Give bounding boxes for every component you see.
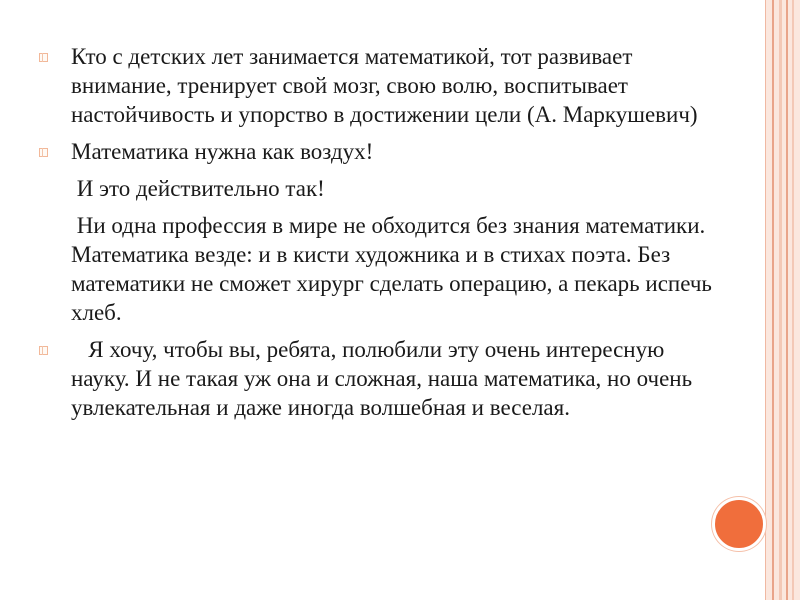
decorative-stripe xyxy=(779,0,782,600)
paragraph-text: Ни одна профессия в мире не обходится без знания математики. Математика везде: и в кисти художника и в стихах поэта. Без математики не сможет хирург сделать операцию, а пекарь испечь хлеб. xyxy=(71,213,718,325)
indent-paragraph-true xyxy=(38,174,718,203)
decorative-stripe xyxy=(792,0,794,600)
square-bullet-icon xyxy=(39,346,48,355)
indent-paragraph-profession xyxy=(38,211,718,327)
bullet-paragraph-air xyxy=(38,137,718,166)
square-bullet-icon xyxy=(39,148,48,157)
bullet-paragraph-wish xyxy=(38,335,718,422)
decorative-band-edge xyxy=(765,0,766,600)
paragraph-text: И это действительно так! xyxy=(71,176,325,201)
paragraph-text: Математика нужна как воздух! xyxy=(71,139,374,164)
paragraph-text: Кто с детских лет занимается математикой, тот развивает внимание, тренирует свой мозг, свою волю, воспитывает настойчивость и упорство в достижении цели (А. Маркушевич) xyxy=(71,44,698,127)
decorative-stripe xyxy=(786,0,788,600)
decorative-stripe xyxy=(772,0,774,600)
decorative-stripe-band xyxy=(765,0,800,600)
square-bullet-icon xyxy=(39,53,48,62)
paragraph-text: Я хочу, чтобы вы, ребята, полюбили эту очень интересную науку. И не такая уж она и сложная, наша математика, но очень увлекательная и даже иногда волшебная и веселая. xyxy=(71,337,698,420)
bullet-paragraph-quote xyxy=(38,42,718,129)
slide-text-body xyxy=(38,42,718,430)
circle-ornament-icon xyxy=(712,497,766,551)
